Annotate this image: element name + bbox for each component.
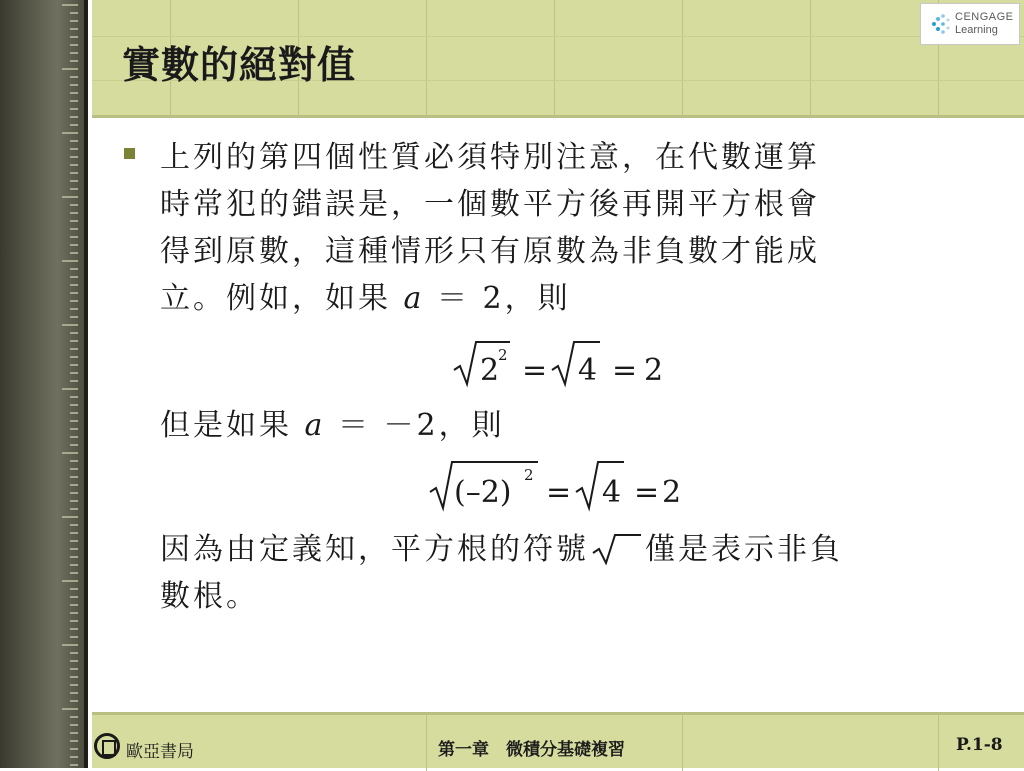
ruler-tick bbox=[70, 460, 78, 462]
ruler-tick bbox=[70, 420, 78, 422]
ruler-tick bbox=[70, 764, 78, 766]
ruler-tick bbox=[70, 92, 78, 94]
variable-a: a bbox=[403, 281, 425, 316]
header-gridline bbox=[682, 0, 683, 118]
ruler-tick bbox=[70, 492, 78, 494]
logo-sub-text: Learning bbox=[955, 24, 998, 36]
ruler-tick bbox=[70, 52, 78, 54]
ruler-tick bbox=[70, 508, 78, 510]
header-gridline bbox=[810, 0, 811, 118]
para1-last-suffix: ＝ 2，則 bbox=[424, 281, 571, 316]
ruler-tick bbox=[70, 292, 78, 294]
ruler-tick bbox=[70, 380, 78, 382]
ruler-tick bbox=[70, 540, 78, 542]
ruler-tick bbox=[62, 68, 78, 70]
paragraph-1 bbox=[160, 134, 960, 322]
ruler-tick bbox=[62, 452, 78, 454]
ruler-tick bbox=[70, 620, 78, 622]
ruler-tick bbox=[70, 228, 78, 230]
ruler-strip bbox=[0, 0, 88, 768]
ruler-tick bbox=[70, 356, 78, 358]
ruler-tick bbox=[70, 564, 78, 566]
ruler-tick bbox=[70, 316, 78, 318]
ruler-tick bbox=[70, 364, 78, 366]
logo-brand-text: CENGAGE bbox=[955, 11, 1014, 23]
header-gridline bbox=[426, 0, 427, 118]
ruler-tick bbox=[62, 132, 78, 134]
page-number: P.1-8 bbox=[956, 735, 1003, 755]
ruler-tick bbox=[70, 428, 78, 430]
ruler-tick bbox=[70, 404, 78, 406]
ruler-tick bbox=[70, 724, 78, 726]
footer-gridline bbox=[938, 715, 939, 771]
ruler-tick bbox=[70, 548, 78, 550]
ruler-tick bbox=[70, 500, 78, 502]
ruler-tick bbox=[62, 260, 78, 262]
ruler-tick bbox=[70, 532, 78, 534]
ruler-tick bbox=[70, 284, 78, 286]
paragraph-3 bbox=[160, 526, 1000, 620]
eq2-inner: (–2) bbox=[454, 475, 512, 510]
ruler-tick bbox=[70, 668, 78, 670]
eq2-rhs: 2 bbox=[662, 475, 682, 510]
ruler-tick bbox=[70, 484, 78, 486]
ruler-tick bbox=[70, 412, 78, 414]
eq2-mid: 4 bbox=[602, 475, 622, 510]
ruler-tick bbox=[62, 4, 78, 6]
ruler-tick bbox=[70, 468, 78, 470]
ruler-tick bbox=[70, 20, 78, 22]
ruler-tick bbox=[70, 212, 78, 214]
eq2-equals: = bbox=[634, 475, 660, 510]
ruler-tick bbox=[70, 628, 78, 630]
ruler-tick bbox=[70, 676, 78, 678]
publisher-name: 歐亞書局 bbox=[126, 742, 194, 762]
para2-prefix: 但是如果 bbox=[160, 408, 305, 443]
ruler-tick bbox=[70, 636, 78, 638]
footer-gridline bbox=[682, 715, 683, 771]
para1-last-prefix: 立。例如，如果 bbox=[160, 281, 404, 316]
ruler-tick bbox=[70, 700, 78, 702]
para3-prefix: 因為由定義知，平方根的符號 bbox=[160, 532, 589, 567]
ruler-tick bbox=[70, 116, 78, 118]
ruler-tick bbox=[70, 340, 78, 342]
ruler-tick bbox=[70, 732, 78, 734]
ruler-tick bbox=[70, 236, 78, 238]
sqrt-symbol-icon bbox=[589, 531, 645, 565]
ruler-edge bbox=[84, 0, 88, 768]
eq2-exponent: 2 bbox=[524, 466, 534, 484]
ruler-tick bbox=[70, 252, 78, 254]
header-gridline bbox=[554, 0, 555, 118]
ruler-tick bbox=[62, 644, 78, 646]
ruler-tick bbox=[70, 164, 78, 166]
ruler-tick bbox=[70, 756, 78, 758]
ruler-tick bbox=[70, 436, 78, 438]
ruler-tick bbox=[70, 692, 78, 694]
ruler-tick bbox=[70, 220, 78, 222]
ruler-tick bbox=[70, 100, 78, 102]
ruler-tick bbox=[70, 332, 78, 334]
ruler-tick bbox=[70, 604, 78, 606]
ruler-tick bbox=[70, 572, 78, 574]
para1-line: 時常犯的錯誤是，一個數平方後再開平方根會 bbox=[160, 187, 820, 222]
ruler-tick bbox=[70, 156, 78, 158]
eq1-mid: 4 bbox=[578, 353, 598, 388]
header-bottom-border bbox=[92, 115, 1024, 118]
eq1-inner: 2 bbox=[480, 353, 500, 388]
publisher-logo-icon bbox=[94, 733, 120, 759]
ruler-tick bbox=[70, 444, 78, 446]
ruler-tick bbox=[70, 204, 78, 206]
variable-a: a bbox=[304, 408, 326, 443]
ruler-tick bbox=[70, 740, 78, 742]
footer-gridline bbox=[426, 715, 427, 771]
ruler-tick bbox=[70, 300, 78, 302]
ruler-tick bbox=[70, 588, 78, 590]
ruler-tick bbox=[70, 36, 78, 38]
cengage-mark-icon bbox=[930, 13, 952, 35]
eq1-exponent: 2 bbox=[498, 346, 508, 364]
eq1-rhs: 2 bbox=[644, 353, 664, 388]
ruler-tick bbox=[62, 388, 78, 390]
ruler-tick bbox=[70, 28, 78, 30]
para3-line bbox=[160, 526, 1000, 573]
eq1-equals: = bbox=[612, 353, 638, 388]
ruler-tick bbox=[70, 652, 78, 654]
para1-line-last bbox=[160, 275, 960, 322]
ruler-tick bbox=[70, 556, 78, 558]
slide-title: 實數的絕對值 bbox=[122, 42, 357, 87]
ruler-tick bbox=[70, 76, 78, 78]
ruler-tick bbox=[70, 476, 78, 478]
ruler-tick bbox=[70, 612, 78, 614]
ruler-tick bbox=[70, 596, 78, 598]
ruler-tick bbox=[70, 276, 78, 278]
ruler-tick bbox=[70, 172, 78, 174]
bullet-marker bbox=[124, 148, 135, 159]
para3-line2: 數根。 bbox=[160, 579, 259, 614]
equation-2 bbox=[428, 458, 688, 512]
ruler-tick bbox=[70, 716, 78, 718]
equation-1 bbox=[452, 338, 672, 388]
ruler-tick bbox=[70, 140, 78, 142]
ruler-tick bbox=[70, 12, 78, 14]
ruler-tick bbox=[70, 188, 78, 190]
ruler-tick bbox=[70, 44, 78, 46]
ruler-tick bbox=[70, 180, 78, 182]
ruler-tick bbox=[70, 148, 78, 150]
chapter-label: 第一章 微積分基礎複習 bbox=[438, 740, 625, 760]
ruler-tick bbox=[62, 516, 78, 518]
ruler-tick bbox=[70, 108, 78, 110]
ruler-tick bbox=[62, 580, 78, 582]
eq2-equals: = bbox=[546, 475, 572, 510]
para1-line: 上列的第四個性質必須特別注意，在代數運算 bbox=[160, 140, 820, 175]
ruler-tick bbox=[70, 748, 78, 750]
cengage-logo bbox=[920, 3, 1020, 45]
eq1-equals: = bbox=[522, 353, 548, 388]
para3-suffix: 僅是表示非負 bbox=[645, 532, 843, 567]
ruler-tick bbox=[70, 84, 78, 86]
ruler-tick bbox=[70, 244, 78, 246]
ruler-tick bbox=[62, 324, 78, 326]
ruler-tick bbox=[70, 124, 78, 126]
para1-line: 得到原數，這種情形只有原數為非負數才能成 bbox=[160, 234, 820, 269]
ruler-tick bbox=[70, 524, 78, 526]
ruler-tick bbox=[70, 372, 78, 374]
ruler-tick bbox=[62, 196, 78, 198]
ruler-tick bbox=[70, 348, 78, 350]
ruler-tick bbox=[70, 60, 78, 62]
ruler-tick bbox=[70, 308, 78, 310]
ruler-tick bbox=[70, 396, 78, 398]
ruler-tick bbox=[70, 268, 78, 270]
paragraph-2 bbox=[160, 402, 960, 449]
ruler-tick bbox=[70, 660, 78, 662]
para2-suffix: ＝ －2，則 bbox=[325, 408, 505, 443]
ruler-tick bbox=[62, 708, 78, 710]
ruler-tick bbox=[70, 684, 78, 686]
